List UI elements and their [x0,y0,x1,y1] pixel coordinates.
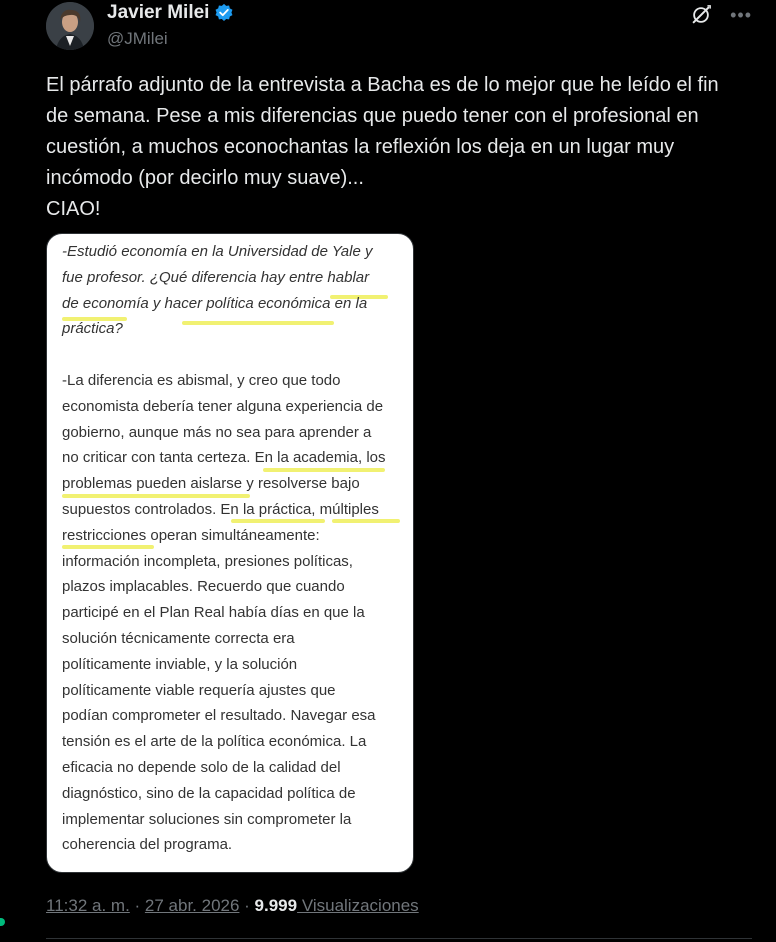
media-text-line: eficacia no depende solo de la calidad del [62,759,341,776]
highlight-mark [231,519,325,523]
media-text-line: economista debería tener alguna experiencia de [62,397,384,415]
media-text-line: diagnóstico, sino de la capacidad política de [62,784,356,802]
tweet-text: El párrafo adjunto de la entrevista a Bacha es de lo mejor que he leído el fin de semana. Pese a mis diferencias que puedo tener con el profesional en cuestión, a muchos econochantas la reflexión los deja en un lugar muy incómodo (por decirlo muy suave)... CIAO! [46,74,719,220]
verified-badge-icon[interactable] [214,3,234,23]
media-text-line: práctica? [62,320,123,338]
media-text-line: de economía y hacer política económica en la [62,294,368,312]
tweet-time[interactable]: 11:32 a. m. [46,896,130,915]
media-text-line: supuestos controlados. En la práctica, múltiples [62,501,379,518]
highlight-mark [62,545,154,549]
media-text-line: información incompleta, presiones políticas, [62,552,353,570]
status-indicator [0,918,5,926]
media-text-line: -La diferencia es abismal, y creo que todo [62,372,341,389]
highlight-mark [182,321,334,325]
author-name-row [107,2,234,24]
highlight-mark [263,468,385,472]
media-text-line: restricciones operan simultáneamente: [62,526,320,544]
author-display-name[interactable]: Javier Milei [107,2,210,23]
views-label[interactable]: Visualizaciones [297,896,419,915]
media-text-line: podían comprometer el resultado. Navegar esa [62,707,376,725]
highlight-mark [62,494,250,498]
tweet-top-actions [690,4,752,26]
tweet-meta [46,896,419,916]
media-text-line: no criticar con tanta certeza. En la academia, los [62,449,386,467]
media-text-line: fue profesor. ¿Qué diferencia hay entre hablar [62,268,370,286]
author-handle[interactable]: @JMilei [107,29,168,48]
media-text-line: políticamente viable requería ajustes que [62,681,336,699]
media-text-line: problemas pueden aislarse y resolverse bajo [62,475,360,493]
media-text-line: solución técnicamente correcta era [62,630,295,647]
media-text-line: tensión es el arte de la política económica. La [62,733,367,751]
media-text-line: participé en el Plan Real había días en que la [62,604,365,622]
media-text-line: plazos implacables. Recuerdo que cuando [62,578,345,596]
meta-separator: · [129,896,145,915]
media-text-line: coherencia del programa. [62,836,233,854]
tweet-media-image[interactable] [46,233,414,873]
avatar[interactable] [46,2,94,50]
media-text-line: -Estudió economía en la Universidad de Yale y [62,243,373,260]
grok-icon[interactable] [690,4,712,26]
highlight-mark [332,519,400,523]
media-text-line: implementar soluciones sin comprometer la [62,810,352,828]
views-count: 9.999 [254,896,298,915]
tweet-date[interactable]: 27 abr. 2026 [144,896,240,915]
divider [46,938,752,939]
avatar-image [46,2,94,50]
meta-separator: · [239,896,255,915]
more-icon[interactable]: ••• [730,5,752,25]
media-text-line: políticamente inviable, y la solución [62,655,298,673]
media-text-line: gobierno, aunque más no sea para aprender a [62,423,372,441]
